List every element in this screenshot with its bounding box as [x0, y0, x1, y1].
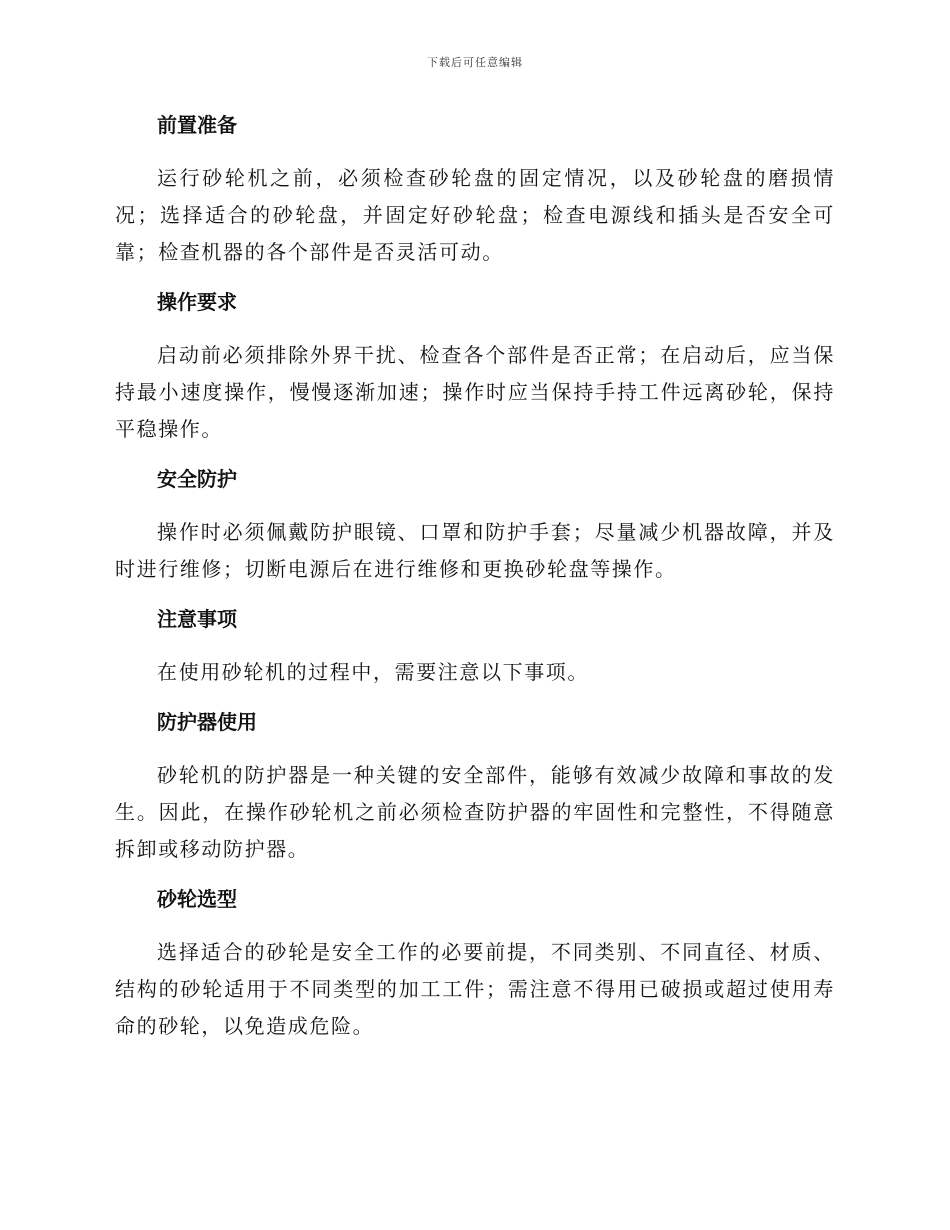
- header-note: 下载后可任意编辑: [427, 56, 523, 69]
- section-preparation: [115, 110, 835, 271]
- section-paragraph: 启动前必须排除外界干扰、检查各个部件是否正常；在启动后，应当保持最小速度操作，慢慢逐渐加速；操作时应当保持手持工件远离砂轮，保持平稳操作。: [115, 343, 835, 441]
- section-heading: 防护器使用: [157, 710, 257, 734]
- section-guard-usage: [115, 707, 835, 868]
- section-heading: 注意事项: [157, 607, 237, 631]
- section-wheel-selection: [115, 884, 835, 1045]
- section-heading: 前置准备: [157, 113, 237, 137]
- section-heading: 操作要求: [157, 290, 237, 314]
- section-heading: 安全防护: [157, 467, 237, 491]
- section-operation-requirements: [115, 287, 835, 448]
- section-paragraph: 砂轮机的防护器是一种关键的安全部件，能够有效减少故障和事故的发生。因此，在操作砂轮机之前必须检查防护器的牢固性和完整性，不得随意拆卸或移动防护器。: [115, 763, 835, 861]
- section-heading: 砂轮选型: [157, 887, 237, 911]
- section-paragraph: 操作时必须佩戴防护眼镜、口罩和防护手套；尽量减少机器故障，并及时进行维修；切断电源后在进行维修和更换砂轮盘等操作。: [115, 520, 835, 581]
- section-safety-protection: [115, 464, 835, 588]
- section-precautions: [115, 604, 835, 691]
- section-paragraph: 在使用砂轮机的过程中，需要注意以下事项。: [157, 660, 589, 684]
- document-body: [115, 110, 835, 1061]
- section-paragraph: 运行砂轮机之前，必须检查砂轮盘的固定情况，以及砂轮盘的磨损情况；选择适合的砂轮盘，并固定好砂轮盘；检查电源线和插头是否安全可靠；检查机器的各个部件是否灵活可动。: [115, 166, 835, 264]
- section-paragraph: 选择适合的砂轮是安全工作的必要前提，不同类别、不同直径、材质、结构的砂轮适用于不同类型的加工工件；需注意不得用已破损或超过使用寿命的砂轮，以免造成危险。: [115, 940, 835, 1038]
